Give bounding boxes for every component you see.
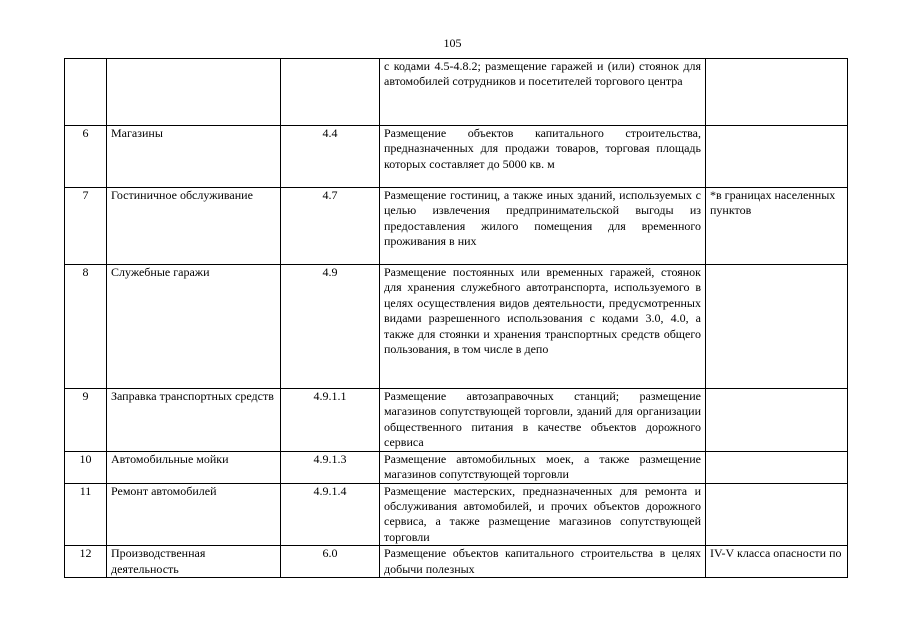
table-row [65,483,848,546]
use-type-name [107,59,281,126]
use-type-note [706,265,848,389]
row-number: 10 [65,451,107,483]
use-type-note: IV-V класса опасности по [706,546,848,578]
use-type-note [706,483,848,546]
use-type-name: Магазины [107,126,281,188]
use-type-note [706,389,848,452]
use-type-description: Размещение объектов капитального строительства, предназначенных для продажи товаров, торговая площадь которых составляет до 5000 кв. м [380,126,706,188]
use-type-name: Производственная деятельность [107,546,281,578]
row-number: 11 [65,483,107,546]
use-type-code: 4.9.1.4 [281,483,380,546]
table-row [65,546,848,578]
use-type-code [281,59,380,126]
use-type-code: 4.7 [281,188,380,265]
use-type-code: 4.9 [281,265,380,389]
use-type-name: Гостиничное обслуживание [107,188,281,265]
use-type-note: *в границах населенных пунктов [706,188,848,265]
table-row [65,389,848,452]
use-type-description: Размещение автозаправочных станций; размещение магазинов сопутствующей торговли, зданий для организации общественного питания в качестве объектов дорожного сервиса [380,389,706,452]
table-row [65,126,848,188]
table-row [65,451,848,483]
use-type-name: Заправка транспортных средств [107,389,281,452]
use-type-note [706,126,848,188]
land-use-table [64,58,848,578]
row-number [65,59,107,126]
use-type-code: 4.9.1.1 [281,389,380,452]
row-number: 9 [65,389,107,452]
use-type-description: Размещение гостиниц, а также иных зданий, используемых с целью извлечения предпринимательской выгоды из предоставления жилого помещения для временного проживания в них [380,188,706,265]
table-row [65,59,848,126]
use-type-code: 6.0 [281,546,380,578]
use-type-description: с кодами 4.5-4.8.2; размещение гаражей и (или) стоянок для автомобилей сотрудников и посетителей торгового центра [380,59,706,126]
use-type-name: Ремонт автомобилей [107,483,281,546]
use-type-name: Служебные гаражи [107,265,281,389]
use-type-code: 4.9.1.3 [281,451,380,483]
use-type-description: Размещение постоянных или временных гаражей, стоянок для хранения служебного автотранспорта, используемого в целях осуществления видов деятельности, предусмотренных видами разрешенного использования с кодами 3.0, 4.0, а также для стоянки и хранения транспортных средств общего пользования, в том числе в депо [380,265,706,389]
page-number: 105 [443,36,462,50]
use-type-name: Автомобильные мойки [107,451,281,483]
use-type-note [706,59,848,126]
row-number: 12 [65,546,107,578]
table-row [65,265,848,389]
table-row [65,188,848,265]
use-type-code: 4.4 [281,126,380,188]
use-type-note [706,451,848,483]
use-type-description: Размещение мастерских, предназначенных для ремонта и обслуживания автомобилей, и прочих объектов дорожного сервиса, а также размещение магазинов сопутствующей торговли [380,483,706,546]
use-type-description: Размещение объектов капитального строительства в целях добычи полезных [380,546,706,578]
row-number: 6 [65,126,107,188]
use-type-description: Размещение автомобильных моек, а также размещение магазинов сопутствующей торговли [380,451,706,483]
row-number: 8 [65,265,107,389]
row-number: 7 [65,188,107,265]
